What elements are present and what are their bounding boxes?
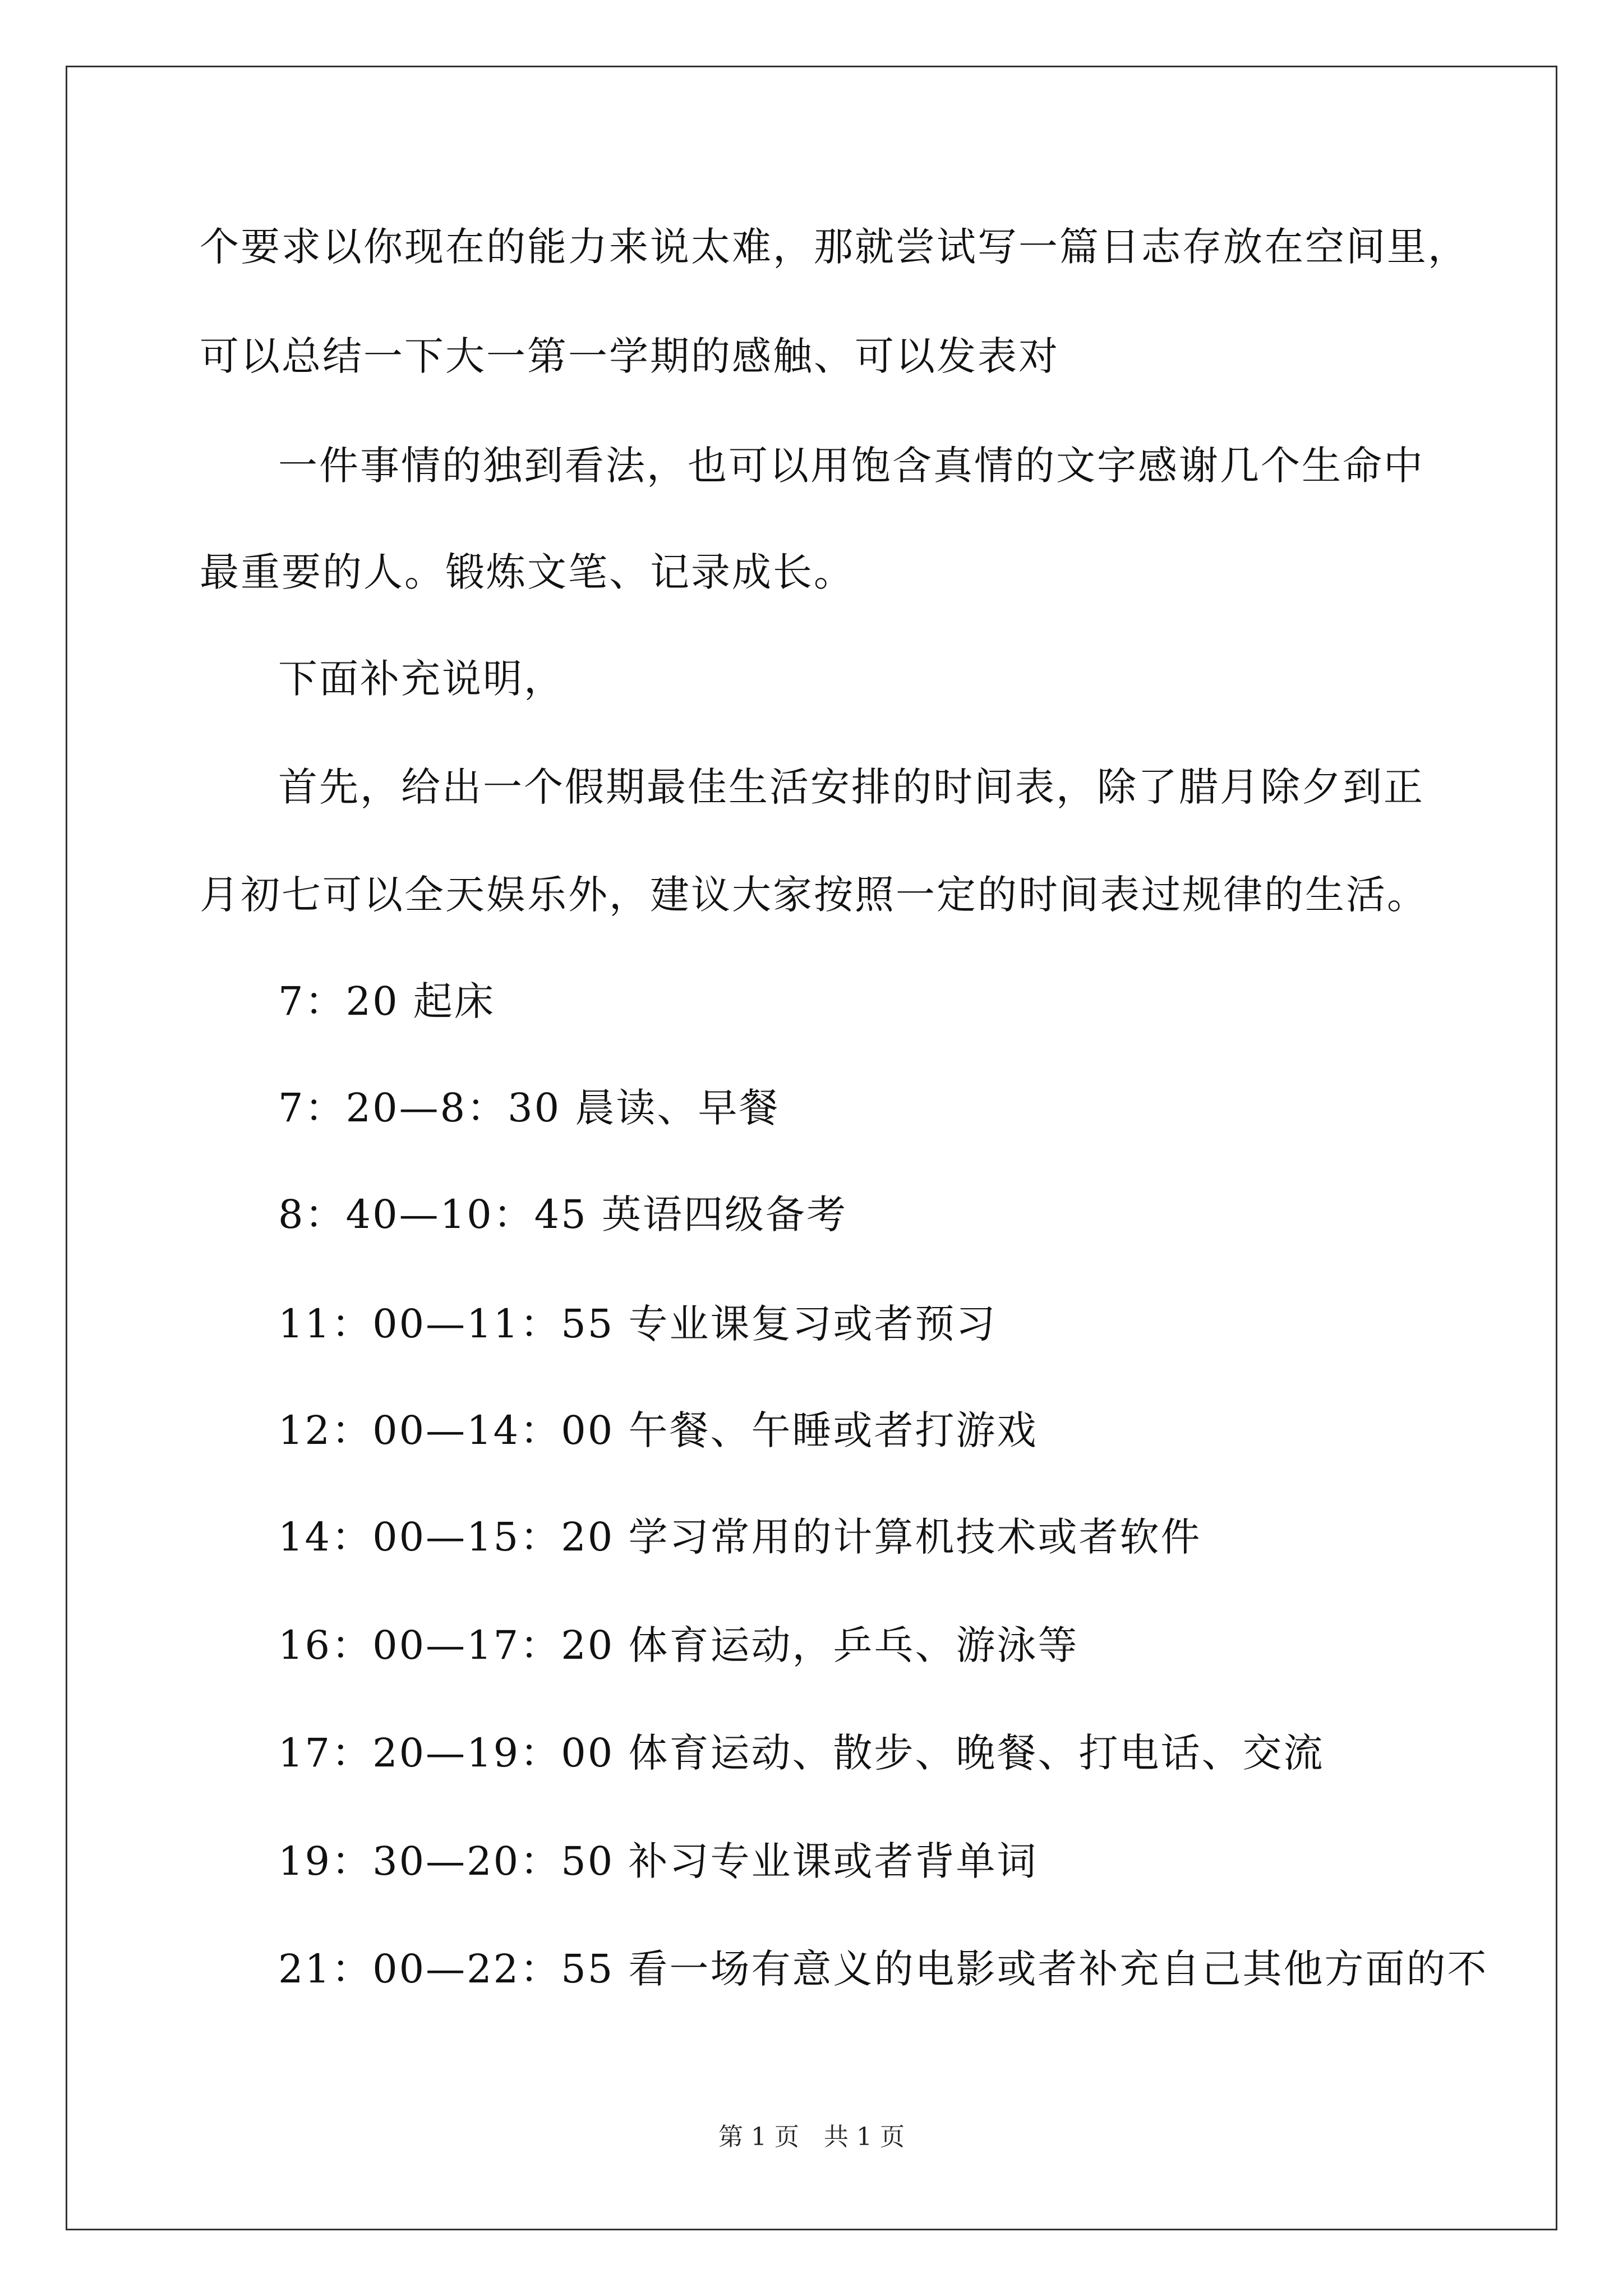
text-line: 月初七可以全天娱乐外，建议大家按照一定的时间表过规律的生活。 [200, 872, 1428, 918]
page-number-footer: 第 1 页 共 1 页 [718, 2123, 905, 2151]
schedule-line: 17：20—19：00 体育运动、散步、晚餐、打电话、交流 [278, 1730, 1325, 1776]
schedule-line: 14：00—15：20 学习常用的计算机技术或者软件 [278, 1514, 1202, 1560]
schedule-line: 19：30—20：50 补习专业课或者背单词 [278, 1838, 1038, 1884]
schedule-line: 7：20—8：30 晨读、早餐 [278, 1085, 780, 1131]
schedule-line: 16：00—17：20 体育运动，乒乓、游泳等 [278, 1622, 1079, 1668]
schedule-line: 12：00—14：00 午餐、午睡或者打游戏 [278, 1407, 1038, 1453]
text-line: 个要求以你现在的能力来说太难，那就尝试写一篇日志存放在空间里， [200, 224, 1469, 270]
schedule-line: 7：20 起床 [278, 978, 495, 1024]
schedule-line: 21：00—22：55 看一场有意义的电影或者补充自己其他方面的不 [278, 1946, 1488, 1992]
page-frame [66, 66, 1557, 2230]
schedule-line: 11：00—11：55 专业课复习或者预习 [278, 1301, 997, 1347]
text-line: 最重要的人。锻炼文笔、记录成长。 [200, 549, 855, 595]
text-line: 可以总结一下大一第一学期的感触、可以发表对 [200, 333, 1059, 379]
text-line: 一件事情的独到看法，也可以用饱含真情的文字感谢几个生命中 [278, 443, 1424, 489]
schedule-line: 8：40—10：45 英语四级备考 [278, 1191, 848, 1237]
text-line: 首先，给出一个假期最佳生活安排的时间表，除了腊月除夕到正 [278, 764, 1424, 810]
text-line: 下面补充说明， [278, 656, 565, 702]
